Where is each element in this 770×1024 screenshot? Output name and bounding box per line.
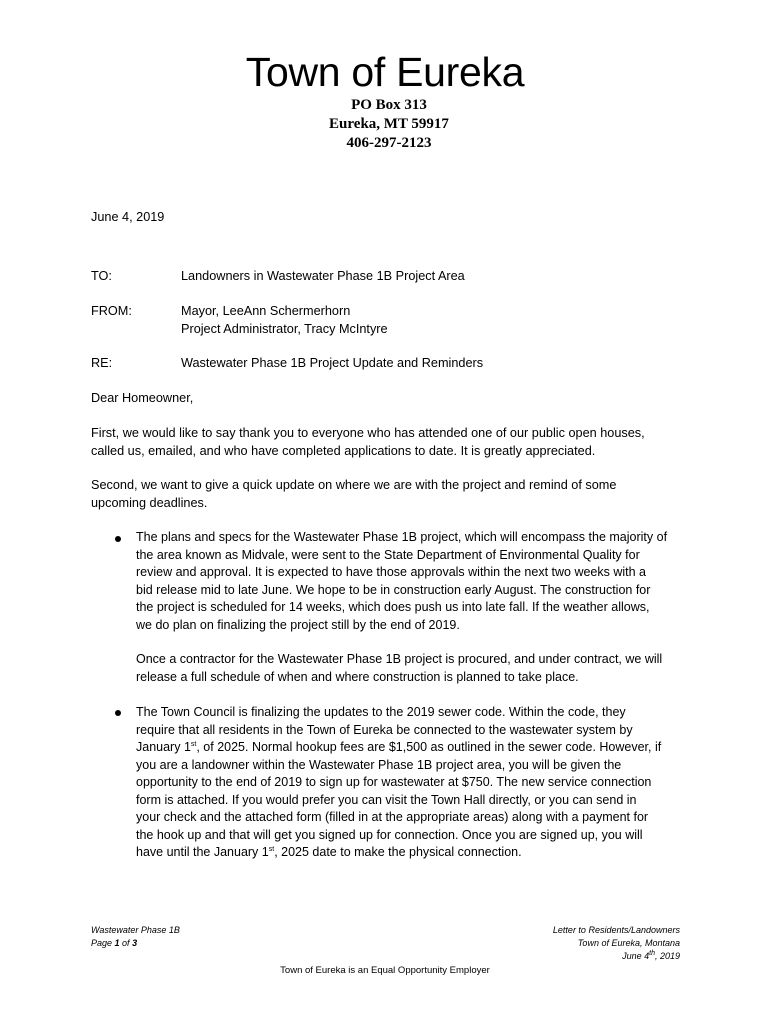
paragraph-thanks: [91, 425, 691, 460]
paragraph-line: upcoming deadlines.: [91, 495, 208, 510]
bullet-line-rest: , of 2025. Normal hookup fees are $1,500 as outlined in the sewer code. However, if: [196, 740, 662, 754]
paragraph-line: Second, we want to give a quick update on where we are with the project and remind of some: [91, 478, 617, 492]
from-value: [181, 303, 388, 338]
bullet-sewer-code: [136, 704, 684, 862]
bullet-line: release a full schedule of when and where construction is planned to take place.: [136, 669, 579, 684]
letterhead-phone: 406-297-2123: [346, 135, 432, 151]
letter-date: June 4, 2019: [91, 210, 165, 224]
bullet-line: [136, 844, 684, 862]
footer-date-year: , 2019: [654, 951, 680, 961]
page-current: 1: [114, 938, 120, 948]
bullet-plans-specs: [136, 529, 684, 634]
bullet-icon: [115, 710, 121, 716]
ordinal-suffix: st: [190, 740, 197, 748]
bullet-line: The plans and specs for the Wastewater Phase 1B project, which will encompass the majority of: [136, 530, 668, 544]
bullet-line: review and approval. It is expected to have those approvals within the next two weeks with a: [136, 565, 647, 579]
bullet-line: the area known as Midvale, were sent to the State Department of Environmental Quality for: [136, 547, 640, 562]
bullet-line-rest: , 2025 date to make the physical connection.: [274, 845, 522, 859]
bullet-line: [136, 739, 684, 757]
page-total: 3: [132, 938, 138, 948]
to-value: Landowners in Wastewater Phase 1B Project Area: [181, 269, 465, 283]
bullet-line: you are a landowner within the Wastewater Phase 1B project area, you will be given the: [136, 757, 622, 772]
bullet-line: your check and the attached form (filled in at the appropriate areas) along with a payment for: [136, 810, 649, 824]
footer-town: Town of Eureka, Montana: [577, 938, 680, 948]
bullet-line: opportunity to the end of 2019 to sign up for wastewater at $750. The new service connection: [136, 775, 652, 789]
date-text: January 1: [136, 740, 191, 754]
letterhead-city: Eureka, MT 59917: [329, 116, 449, 132]
footer-date-text: June 4: [622, 951, 650, 961]
footer-left: [91, 924, 180, 950]
bullet-line: The Town Council is finalizing the updates to the 2019 sewer code. Within the code, they: [136, 705, 626, 719]
footer-right: [553, 924, 680, 963]
footer-letter-type: Letter to Residents/Landowners: [552, 925, 680, 935]
bullet-contractor-note: [136, 651, 684, 686]
footer-page-number: [91, 937, 180, 950]
bullet-line: we do plan on finalizing the project still by the end of 2019.: [136, 617, 460, 632]
bullet-line: Once a contractor for the Wastewater Phase 1B project is procured, and under contract, we will: [136, 652, 663, 666]
to-label: TO:: [91, 269, 112, 283]
letterhead-po-box: PO Box 313: [351, 97, 427, 113]
from-line: Project Administrator, Tracy McIntyre: [181, 321, 388, 336]
ordinal-suffix: th: [649, 950, 655, 957]
bullet-icon: [115, 536, 121, 542]
bullet-line: require that all residents in the Town of Eureka be connected to the wastewater system by: [136, 722, 633, 737]
footer-project: Wastewater Phase 1B: [91, 925, 180, 935]
ordinal-suffix: st: [268, 845, 275, 853]
from-label: FROM:: [91, 304, 132, 318]
from-line: Mayor, LeeAnn Schermerhorn: [181, 304, 351, 318]
date-text: have until the January 1: [136, 845, 269, 859]
paragraph-line: called us, emailed, and who have completed applications to date. It is greatly appreciated.: [91, 443, 596, 458]
paragraph-update: [91, 477, 691, 512]
bullet-line: the project is scheduled for 14 weeks, which does push us into late fall. If the weather allows,: [136, 600, 650, 614]
bullet-line: form is attached. If you would prefer you can visit the Town Hall directly, or you can send in: [136, 792, 637, 807]
footer-eoe-statement: Town of Eureka is an Equal Opportunity Employer: [280, 965, 490, 976]
footer-date: [553, 950, 680, 963]
page-of: of: [119, 938, 133, 948]
paragraph-line: First, we would like to say thank you to everyone who has attended one of our public open houses,: [91, 426, 645, 440]
salutation: Dear Homeowner,: [91, 391, 194, 405]
re-label: RE:: [91, 356, 113, 370]
bullet-line: bid release mid to late June. We hope to be in construction early August. The construction for: [136, 582, 651, 597]
bullet-line: the hook up and that will get you signed up for connection. Once you are signed up, you will: [136, 827, 643, 842]
re-value: Wastewater Phase 1B Project Update and Reminders: [181, 356, 484, 370]
page-prefix: Page: [91, 938, 115, 948]
letterhead-title: Town of Eureka: [245, 49, 525, 95]
